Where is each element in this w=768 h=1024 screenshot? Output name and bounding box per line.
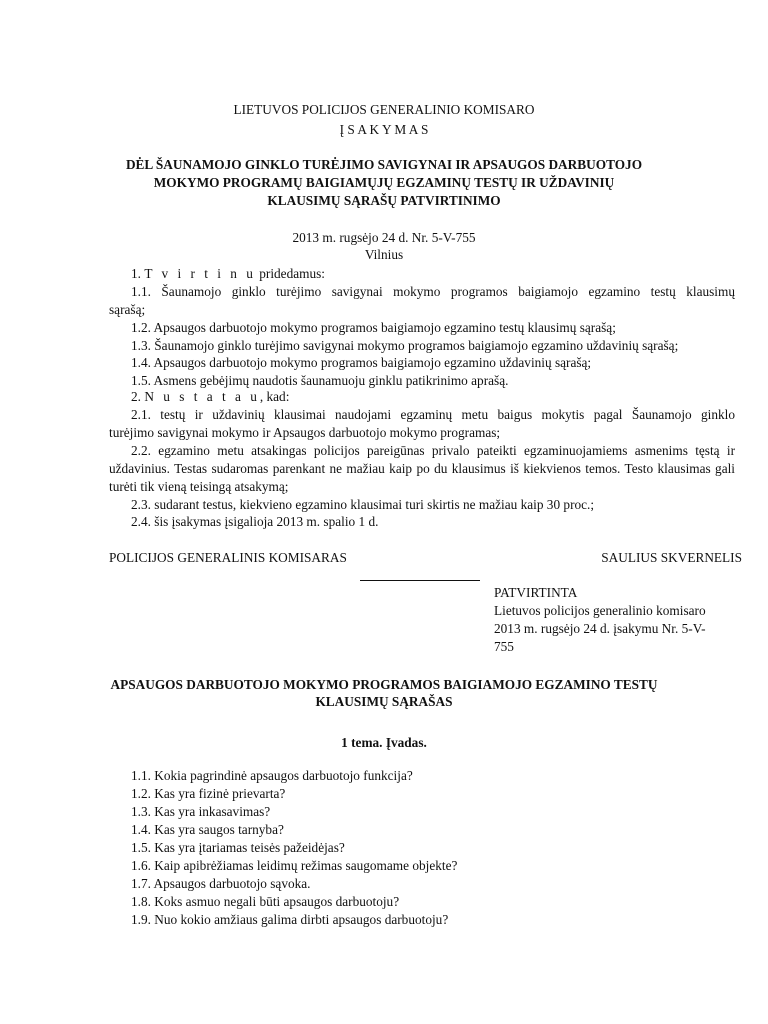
section-2-rest: , kad: — [259, 389, 290, 404]
item-1-1-line-b: sąrašą; — [109, 302, 146, 317]
approval-label: PATVIRTINTA — [494, 585, 578, 600]
item-2-1-line-a: 2.1. testų ir uždavinių klausimai naudojami egzaminų metu baigus mokytis pagal Šaunamojo ginklo — [131, 407, 735, 422]
question-item: 1.4. Kas yra saugos tarnyba? — [131, 822, 284, 837]
item-2-2-line-a: 2.2. egzamino metu atsakingas policijos pareigūnas privalo pateikti egzaminuojamiems asmenims tęstą ir — [131, 443, 735, 458]
item-1-1-line-a: 1.1. Šaunamojo ginklo turėjimo savigynai mokymo programos baigiamojo egzamino testų klausimų — [131, 284, 735, 299]
header-doc-type: Į S A K Y M A S — [339, 122, 429, 137]
place: Vilnius — [364, 247, 404, 262]
title-line-1: DĖL ŠAUNAMOJO GINKLO TURĖJIMO SAVIGYNAI IR APSAUGOS DARBUOTOJO — [125, 157, 643, 172]
item-2-2-line-b: uždavinius. Testas sudaromas parenkant ne mažiau kaip po du klausimus iš kiekvienos temos. Testo klausimas gali — [109, 461, 735, 476]
question-item: 1.6. Kaip apibrėžiamas leidimų režimas saugomame objekte? — [131, 858, 458, 873]
item-1-3: 1.3. Šaunamojo ginklo turėjimo savigynai mokymo programos baigiamojo egzamino uždavinių sąrašą; — [131, 338, 679, 353]
section-1-number: 1. — [131, 266, 141, 281]
item-1-2: 1.2. Apsaugos darbuotojo mokymo programos baigiamojo egzamino testų klausimų sąrašą; — [131, 320, 616, 335]
header-org: LIETUVOS POLICIJOS GENERALINIO KOMISARO — [233, 102, 535, 117]
section-2-number: 2. — [131, 389, 141, 404]
topic-heading: 1 tema. Įvadas. — [341, 735, 427, 750]
approval-line-1: Lietuvos policijos generalinio komisaro — [494, 603, 706, 618]
title-line-3: KLAUSIMŲ SĄRAŠŲ PATVIRTINIMO — [267, 193, 501, 208]
section-2-heading — [131, 388, 289, 406]
section-1-keyword: T v i r t i n u — [144, 266, 256, 281]
question-item: 1.2. Kas yra fizinė prievarta? — [131, 786, 286, 801]
question-item: 1.1. Kokia pagrindinė apsaugos darbuotojo funkcija? — [131, 768, 413, 783]
section-2-keyword: N u s t a t a u — [144, 389, 260, 404]
list-title-line-1: APSAUGOS DARBUOTOJO MOKYMO PROGRAMOS BAIGIAMOJO EGZAMINO TESTŲ — [110, 677, 658, 692]
date-line: 2013 m. rugsėjo 24 d. Nr. 5-V-755 — [292, 230, 476, 245]
item-2-3: 2.3. sudarant testus, kiekvieno egzamino klausimai turi skirtis ne mažiau kaip 30 proc.; — [131, 497, 595, 512]
question-item: 1.9. Nuo kokio amžiaus galima dirbti apsaugos darbuotoju? — [131, 912, 449, 927]
section-1-heading — [131, 265, 325, 283]
question-item: 1.8. Koks asmuo negali būti apsaugos darbuotoju? — [131, 894, 400, 909]
signature-position: POLICIJOS GENERALINIS KOMISARAS — [109, 550, 347, 565]
item-1-4: 1.4. Apsaugos darbuotojo mokymo programos baigiamojo egzamino uždavinių sąrašą; — [131, 355, 592, 370]
separator-line — [360, 580, 480, 581]
item-2-2-line-c: turėti tik vieną teisingą atsakymą; — [109, 479, 289, 494]
question-item: 1.7. Apsaugos darbuotojo sąvoka. — [131, 876, 311, 891]
item-2-1-line-b: turėjimo savigynai mokymo ir Apsaugos darbuotojo mokymo programas; — [109, 425, 501, 440]
question-item: 1.5. Kas yra įtariamas teisės pažeidėjas? — [131, 840, 345, 855]
list-title-line-2: KLAUSIMŲ SĄRAŠAS — [315, 694, 453, 709]
approval-line-3: 755 — [494, 639, 514, 654]
signature-name: SAULIUS SKVERNELIS — [601, 550, 742, 565]
item-2-4: 2.4. šis įsakymas įsigalioja 2013 m. spalio 1 d. — [131, 514, 379, 529]
item-1-5: 1.5. Asmens gebėjimų naudotis šaunamuoju ginklu patikrinimo aprašą. — [131, 373, 509, 388]
title-line-2: MOKYMO PROGRAMŲ BAIGIAMŲJŲ EGZAMINŲ TESTŲ IR UŽDAVINIŲ — [153, 175, 615, 190]
section-1-rest: pridedamus: — [259, 266, 325, 281]
question-item: 1.3. Kas yra inkasavimas? — [131, 804, 271, 819]
approval-line-2: 2013 m. rugsėjo 24 d. įsakymu Nr. 5-V- — [494, 621, 706, 636]
